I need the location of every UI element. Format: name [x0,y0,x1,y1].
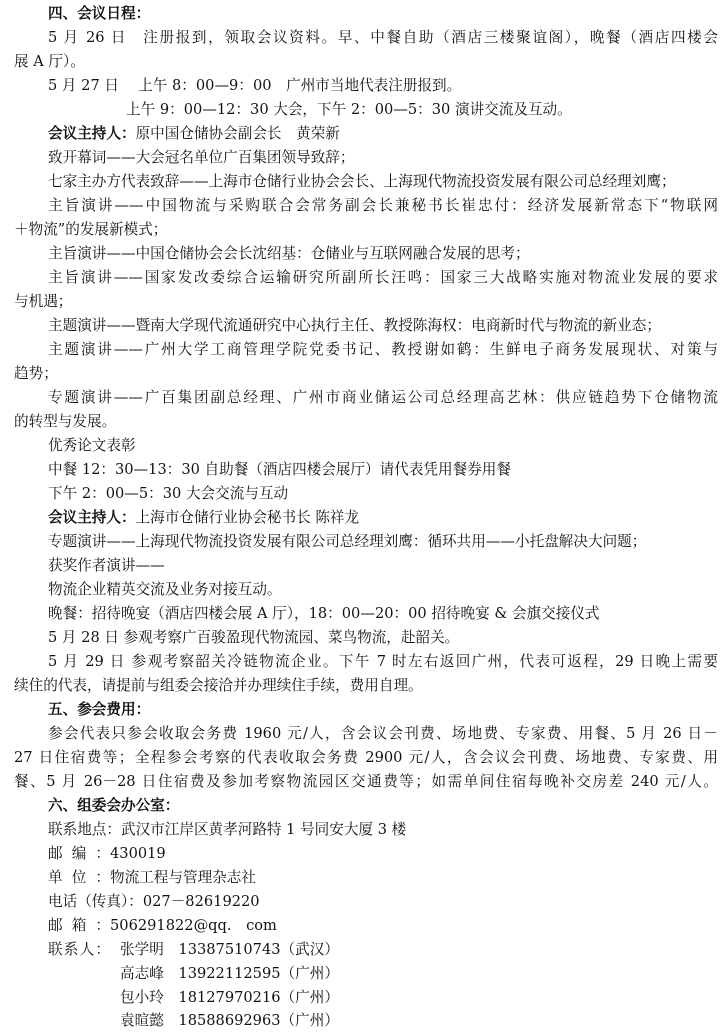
agenda-item-1: 致开幕词——大会冠名单位广百集团领导致辞； [48,149,355,166]
agenda-item-5-line1: 主旨演讲——国家发改委综合运输研究所副所长汪鸣：国家三大战略实施对物流业发展的要求 [48,269,718,286]
may26-line2: 展 A 厅）。 [14,53,85,70]
contact-row [120,986,339,1010]
contact-city: （广州） [280,965,339,982]
agenda-item-8-line1: 专题演讲——广百集团副总经理、广州市商业储运公司总经理高艺林：供应链趋势下仓储物流 [48,389,718,406]
contact-phone: 18127970216 [178,989,281,1006]
contact-name: 高志峰 [120,965,164,982]
address-label: 联系地点： [48,821,121,838]
unit-value: 物流工程与管理杂志社 [110,869,256,886]
email-value: 506291822@qq. com [110,917,277,934]
section6-heading: 六、组委会办公室： [48,797,180,814]
agenda-item-8-line2: 的转型与发展。 [14,413,117,430]
postcode-line [48,842,166,866]
contact-phone: 13387510743 [178,941,281,958]
agenda-item-15: 晚餐：招待晚宴（酒店四楼会展 A 厅），18：00—20：00 招待晚宴 & 会旗交接仪式 [48,605,600,622]
fee-line3: 餐、5 月 26－28 日住宿费及参加考察物流园区交通费等；如需单间住宿每晚补交房差 240 元/人。 [14,773,718,790]
contact-city: （武汉） [280,941,339,958]
unit-line [48,866,256,890]
unit-label: 单位： [48,869,110,886]
phone-label: 电话（传真）： [48,893,143,910]
contacts-label-line [48,938,110,962]
contact-row [120,938,339,962]
contact-phone: 18588692963 [178,1012,281,1029]
may28-line: 5 月 28 日 参观考察广百骏盈现代物流园、菜鸟物流，赴韶关。 [48,629,460,646]
postcode-label: 邮编： [48,845,110,862]
phone-line [48,890,260,914]
agenda-item-12: 专题演讲——上海现代物流投资发展有限公司总经理刘鹰：循环共用——小托盘解决大问题； [48,533,647,550]
host1-name: 原中国仓储协会副会长 黄荣新 [135,125,340,142]
host2-name: 上海市仓储行业协会秘书长 陈祥龙 [135,509,360,526]
may26-line1: 5 月 26 日 注册报到，领取会议资料。早、中餐自助（酒店三楼聚谊阁），晚餐（酒店四楼会 [48,29,718,46]
phone-value: 027－82619220 [142,893,260,910]
email-line [48,914,277,938]
agenda-item-3-line2: ＋物流”的发展新模式； [14,221,168,238]
contact-name: 张学明 [120,941,164,958]
agenda-item-7-line1: 主题演讲——广州大学工商管理学院党委书记、教授谢如鹤：生鲜电子商务发展现状、对策与 [48,341,718,358]
host1-line [48,122,340,146]
agenda-item-4: 主旨演讲——中国仓储协会会长沈绍基：仓储业与互联网融合发展的思考； [48,245,530,262]
contact-name: 包小玲 [120,989,164,1006]
agenda-item-6: 主题演讲——暨南大学现代流通研究中心执行主任、教授陈海权：电商新时代与物流的新业态； [48,317,661,334]
agenda-item-13: 获奖作者演讲—— [48,557,165,574]
agenda-item-5-line2: 与机遇； [14,293,73,310]
may27-line2: 上午 9：00—12：30 大会，下午 2：00—5：30 演讲交流及互动。 [126,101,572,118]
address-value: 武汉市江岸区黄孝河路特 1 号同安大厦 3 楼 [120,821,407,838]
host2-label: 会议主持人： [48,509,136,526]
contact-phone: 13922112595 [178,965,281,982]
agenda-item-2: 七家主办方代表致辞——上海市仓储行业协会会长、上海现代物流投资发展有限公司总经理刘鹰； [48,173,676,190]
agenda-item-9: 优秀论文表彰 [48,437,136,454]
fee-line1: 参会代表只参会收取会务费 1960 元/人，含会议会刊费、场地费、专家费、用餐、5 月 26 日－ [48,725,718,742]
contact-city: （广州） [280,989,339,1006]
agenda-item-7-line2: 趋势； [14,365,58,382]
may29-line2: 续住的代表，请提前与组委会接洽并办理续住手续，费用自理。 [14,677,423,694]
contact-city: （广州） [280,1012,339,1029]
host1-label: 会议主持人： [48,125,136,142]
agenda-item-14: 物流企业精英交流及业务对接互动。 [48,581,282,598]
agenda-item-10: 中餐 12：30—13：30 自助餐（酒店四楼会展厅）请代表凭用餐券用餐 [48,461,511,478]
section4-heading: 四、会议日程： [48,5,151,22]
address-line [48,818,406,842]
fee-line2: 27 日住宿费等；全程参会考察的代表收取会务费 2900 元/人，含会议会刊费、场地费、专家费、用 [14,749,718,766]
email-label: 邮箱： [48,917,110,934]
contact-row [120,962,339,986]
may29-line1: 5 月 29 日 参观考察韶关冷链物流企业。下午 7 时左右返回广州，代表可返程，29 日晚上需要 [48,653,718,670]
host2-line [48,506,359,530]
postcode-value: 430019 [110,845,166,862]
contacts-label: 联系人： [48,941,110,958]
contact-name: 袁暄懿 [120,1012,164,1029]
agenda-item-3-line1: 主旨演讲——中国物流与采购联合会常务副会长兼秘书长崔忠付：经济发展新常态下“物联网 [48,197,718,214]
may27-line1: 5 月 27 日 上午 8：00—9：00 广州市当地代表注册报到。 [48,77,462,94]
contact-row [120,1009,339,1033]
section5-heading: 五、参会费用： [48,701,151,718]
agenda-item-11: 下午 2：00—5：30 大会交流与互动 [48,485,289,502]
